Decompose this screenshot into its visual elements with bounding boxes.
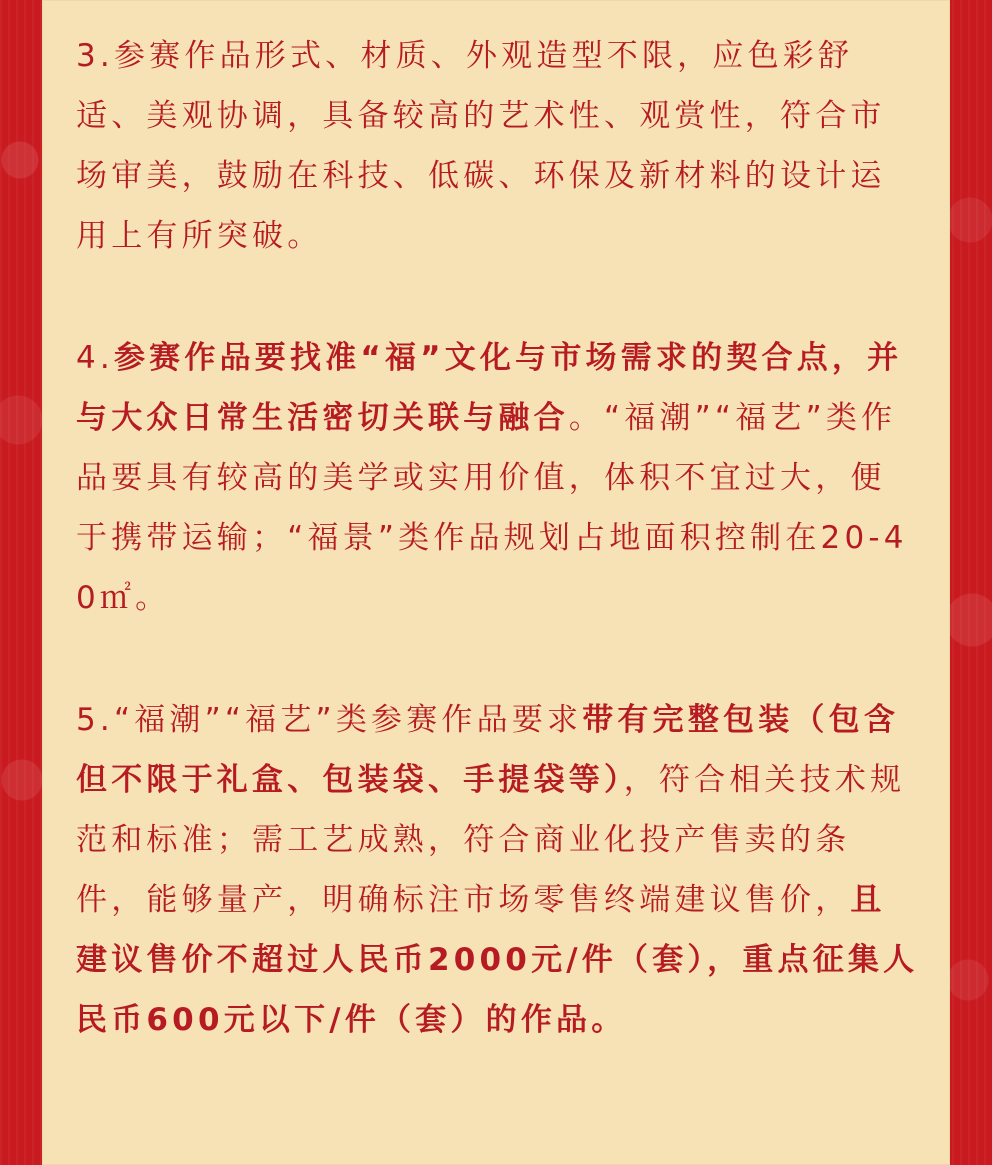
text-panel <box>42 0 950 1165</box>
rule-4-prefix: 4. <box>76 340 114 376</box>
rule-5-paragraph <box>76 690 920 1050</box>
rule-3-paragraph <box>76 26 920 266</box>
rule-5-prefix: 5.“福潮”“福艺”类参赛作品要求 <box>76 702 583 738</box>
rule-5-bold-text-2: 且建议售价不超过人民币2000元/件（套），重点征集人民币600元以下/件（套）的作品。 <box>76 882 919 1038</box>
rule-4-rest-text: 。“福潮”“福艺”类作品要具有较高的美学或实用价值，体积不宜过大，便于携带运输；“福景”类作品规划占地面积控制在20-40㎡。 <box>76 400 908 616</box>
rule-4-paragraph <box>76 328 920 628</box>
rules-content <box>76 26 920 1050</box>
rule-5-bold-text-1: 带有完整包装（包含但不限于礼盒、包装袋、手提袋等） <box>76 702 900 798</box>
rule-5-middle-text: ，符合相关技术规范和标准；需工艺成熟，符合商业化投产售卖的条件，能够量产，明确标注市场零售终端建议售价， <box>76 762 906 918</box>
rule-4-bold-text: 参赛作品要找准“福”文化与市场需求的契合点，并与大众日常生活密切关联与融合 <box>76 340 903 436</box>
rule-3-text: 3.参赛作品形式、材质、外观造型不限，应色彩舒适、美观协调，具备较高的艺术性、观赏性，符合市场审美，鼓励在科技、低碳、环保及新材料的设计运用上有所突破。 <box>76 38 886 254</box>
